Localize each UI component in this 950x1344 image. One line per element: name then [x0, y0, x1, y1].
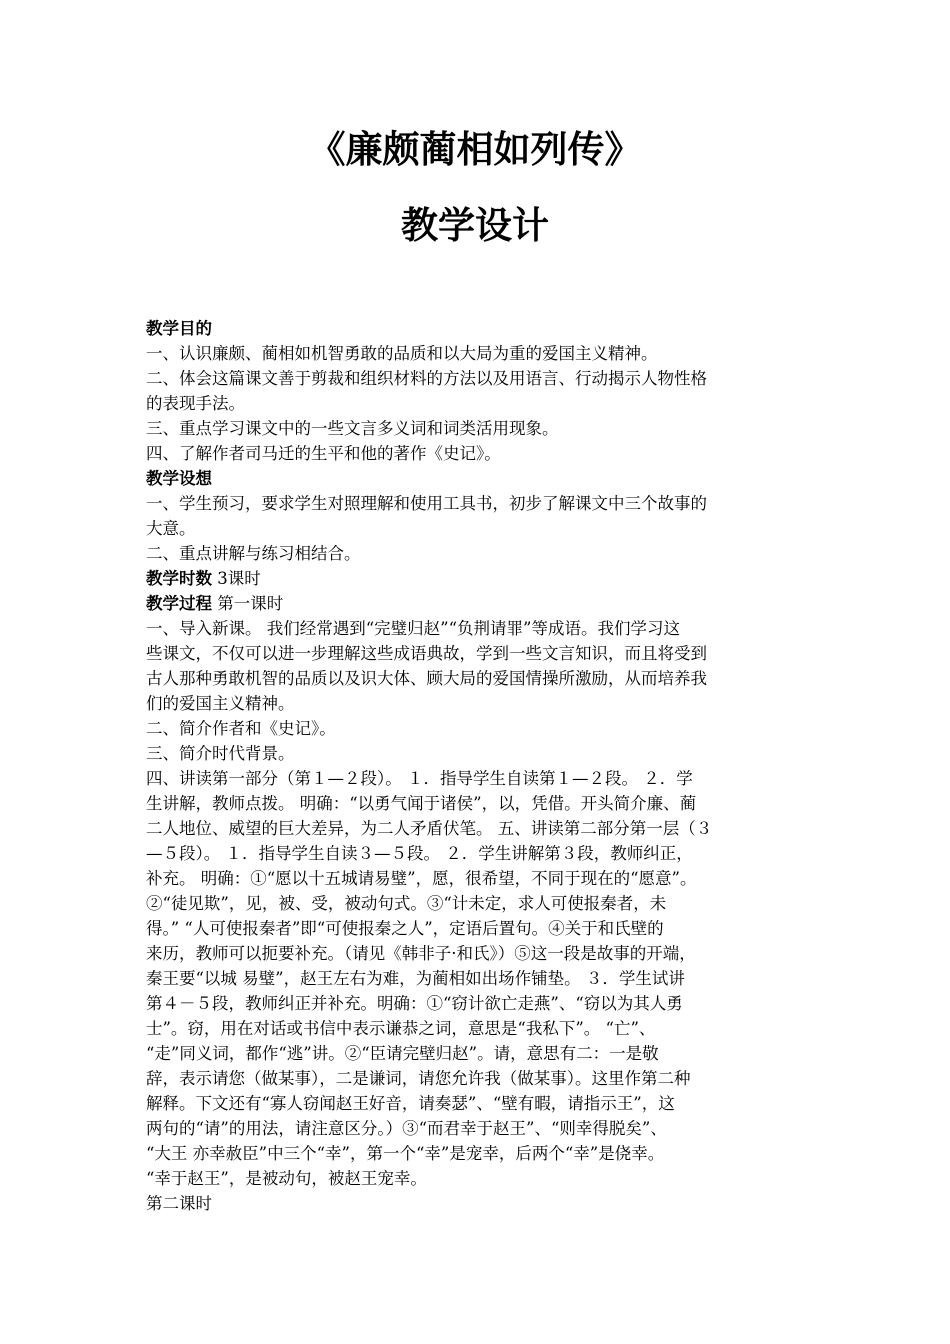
body-line	[146, 541, 818, 566]
body-line	[146, 1141, 818, 1166]
line-text: “大王 亦幸赦臣”中三个“幸”，第一个“幸”是宠幸，后两个“幸”是侥幸。	[146, 1144, 665, 1163]
line-text: “幸于赵王”，是被动句，被赵王宠幸。	[146, 1169, 427, 1188]
body-line	[146, 841, 818, 866]
body-line	[146, 966, 818, 991]
body-line	[146, 691, 818, 716]
body-line	[146, 891, 818, 916]
line-text: 第二课时	[146, 1194, 212, 1213]
body-line	[146, 741, 818, 766]
body-line	[146, 816, 818, 841]
line-text: 古人那种勇敢机智的品质以及识大体、顾大局的爱国情操所激励，从而培养我	[146, 669, 707, 688]
line-text: 3课时	[212, 569, 261, 588]
line-text: 一、学生预习，要求学生对照理解和使用工具书，初步了解课文中三个故事的	[146, 494, 707, 513]
body-line	[146, 1016, 818, 1041]
body-line	[146, 791, 818, 816]
line-text: 四、讲读第一部分（第１—２段）。 １．指导学生自读第１—２段。 ２．学	[146, 769, 693, 788]
document-subtitle: 教学设计	[401, 204, 549, 247]
line-text: 解释。下文还有“寡人窃闻赵王好音，请奏瑟”、“壁有暇，请指示王”，这	[146, 1094, 675, 1113]
line-text: 第一课时	[212, 594, 284, 613]
line-text: 士”。窃，用在对话或书信中表示谦恭之词，意思是“我私下”。 “亡”、	[146, 1019, 656, 1038]
line-text: 秦王要“以城 易璧”，赵王左右为难，为蔺相如出场作铺垫。 ３．学生试讲	[146, 969, 685, 988]
line-text: 二、体会这篇课文善于剪裁和组织材料的方法以及用语言、行动揭示人物性格	[146, 369, 707, 388]
line-text: 三、简介时代背景。	[146, 744, 295, 763]
line-text: 补充。 明确：①“愿以十五城请易璧”，愿，很希望，不同于现在的“愿意”。	[146, 869, 697, 888]
body-line	[146, 516, 818, 541]
line-text: 二人地位、威望的巨大差异，为二人矛盾伏笔。 五、讲读第二部分第一层（３	[146, 819, 713, 838]
body-line	[146, 991, 818, 1016]
section-heading-line	[146, 316, 818, 341]
line-text: 三、重点学习课文中的一些文言多义词和词类活用现象。	[146, 419, 559, 438]
line-text: 四、了解作者司马迁的生平和他的著作《史记》。	[146, 444, 501, 463]
line-text: 辞，表示请您（做某事），二是谦词，请您允许我（做某事）。这里作第二种	[146, 1069, 691, 1088]
line-text: 第４－５段，教师纠正并补充。明确：①“窃计欲亡走燕”、“窃以为其人勇	[146, 994, 683, 1013]
section-heading: 教学目的	[146, 319, 212, 338]
body-line	[146, 441, 818, 466]
body-line	[146, 641, 818, 666]
body-line	[146, 866, 818, 891]
line-text: 大意。	[146, 519, 196, 538]
body-line	[146, 666, 818, 691]
body-line	[146, 416, 818, 441]
body-line	[146, 1041, 818, 1066]
body-line	[146, 941, 818, 966]
line-text: “走”同义词，都作“逃”讲。②“臣请完壁归赵”。请，意思有二：一是敬	[146, 1044, 659, 1063]
body-line	[146, 366, 818, 391]
section-heading-line	[146, 591, 818, 616]
line-text: 生讲解，教师点拨。 明确：“以勇气闻于诸侯”，以，凭借。开头简介廉、蔺	[146, 794, 697, 813]
body-line	[146, 716, 818, 741]
line-text: ②“徒见欺”，见，被、受，被动句式。③“计未定，求人可使报秦者，未	[146, 894, 667, 913]
body-line	[146, 1166, 818, 1191]
line-text: 一、导入新课。 我们经常遇到“完璧归赵”“负荆请罪”等成语。我们学习这	[146, 619, 680, 638]
body-line	[146, 916, 818, 941]
section-heading: 教学过程	[146, 594, 212, 613]
line-text: —５段）。 １．指导学生自读３—５段。 ２．学生讲解第３段，教师纠正，	[146, 844, 693, 863]
section-heading-line	[146, 566, 818, 591]
body-line	[146, 616, 818, 641]
line-text: 来历，教师可以扼要补充。（请见《韩非子·和氏》）⑤这一段是故事的开端，	[146, 944, 696, 963]
body-line	[146, 391, 818, 416]
section-heading-line	[146, 466, 818, 491]
line-text: 一、认识廉颇、蔺相如机智勇敢的品质和以大局为重的爱国主义精神。	[146, 344, 658, 363]
section-heading: 教学设想	[146, 469, 212, 488]
body-line	[146, 1091, 818, 1116]
body-line	[146, 1066, 818, 1091]
line-text: 二、简介作者和《史记》。	[146, 719, 336, 738]
document-title: 《廉颇蔺相如列传》	[308, 128, 642, 171]
line-text: 二、重点讲解与练习相结合。	[146, 544, 361, 563]
body-line	[146, 341, 818, 366]
section-heading: 教学时数	[146, 569, 212, 588]
body-line	[146, 766, 818, 791]
line-text: 得。” “人可使报秦者”即“可使报秦之人”，定语后置句。④关于和氏壁的	[146, 919, 664, 938]
line-text: 们的爱国主义精神。	[146, 694, 295, 713]
body-line	[146, 1191, 818, 1216]
body-line	[146, 491, 818, 516]
line-text: 两句的“请”的用法，请注意区分。）③“而君幸于赵王”、“则幸得脱矣”、	[146, 1119, 667, 1138]
document-body	[146, 316, 818, 1216]
line-text: 的表现手法。	[146, 394, 245, 413]
line-text: 些课文，不仅可以进一步理解这些成语典故，学到一些文言知识，而且将受到	[146, 644, 707, 663]
body-line	[146, 1116, 818, 1141]
